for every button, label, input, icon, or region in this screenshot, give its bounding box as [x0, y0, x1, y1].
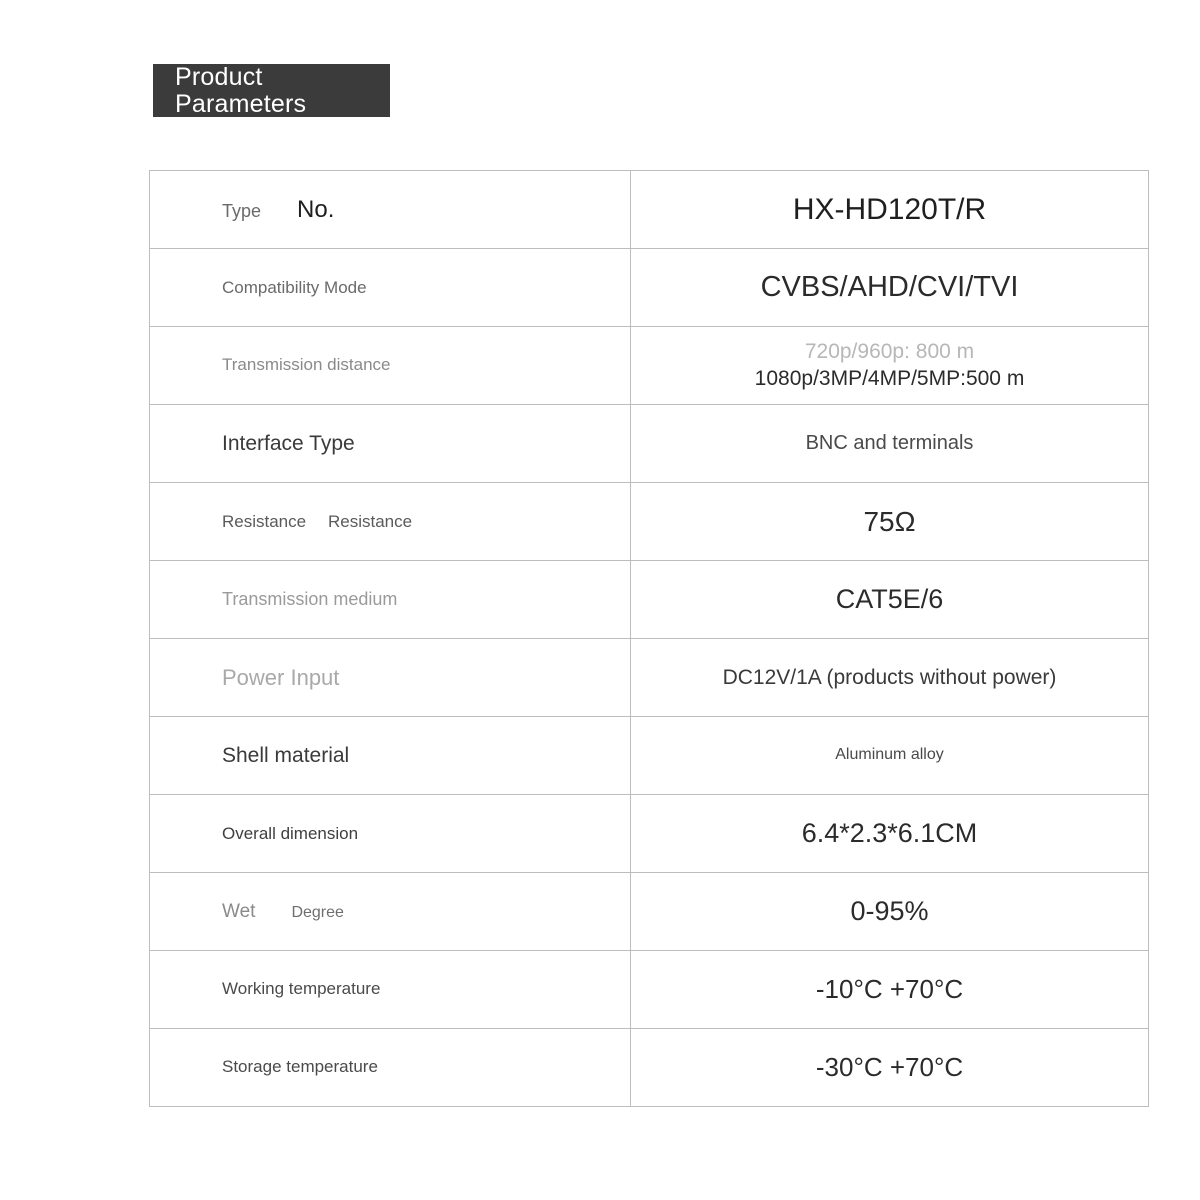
row-value-wet-degree: 0-95%: [631, 873, 1149, 951]
row-label-resistance-a: Resistance: [222, 511, 307, 531]
row-value-working-temperature: -10°C +70°C: [631, 951, 1149, 1029]
row-value-interface-type: BNC and terminals: [631, 405, 1149, 483]
row-label-transmission-medium-text: Transmission medium: [222, 588, 398, 609]
row-label-compatibility-mode-text: Compatibility Mode: [222, 277, 367, 297]
row-label-overall-dimension-text: Overall dimension: [222, 823, 359, 843]
row-label-interface-type: [150, 405, 631, 483]
row-label-power-input-text: Power Input: [222, 664, 340, 690]
row-label-working-temperature: [150, 951, 631, 1029]
table-row: [150, 249, 1149, 327]
table-row: [150, 561, 1149, 639]
row-label-transmission-distance-text: Transmission distance: [222, 355, 391, 375]
row-label-wet-degree: [150, 873, 631, 951]
row-label-resistance: [150, 483, 631, 561]
row-value-transmission-distance: [631, 327, 1149, 405]
row-label-resistance-b: Resistance: [328, 511, 413, 531]
specifications-table: [149, 170, 1149, 1107]
row-label-compatibility-mode: [150, 249, 631, 327]
transmission-distance-line2: 1080p/3MP/4MP/5MP:500 m: [754, 366, 1025, 390]
shell-material-value-text: Aluminum alloy: [835, 746, 944, 764]
row-label-power-input: [150, 639, 631, 717]
row-value-type: HX-HD120T/R: [631, 171, 1149, 249]
table-row: [150, 717, 1149, 795]
row-label-degree: Degree: [291, 903, 344, 921]
row-label-storage-temperature: [150, 1029, 631, 1107]
row-label-shell-material-text: Shell material: [222, 743, 350, 767]
row-label-overall-dimension: [150, 795, 631, 873]
row-label-type-b: No.: [297, 195, 335, 223]
row-value-transmission-medium: CAT5E/6: [631, 561, 1149, 639]
table-row: [150, 171, 1149, 249]
row-label-transmission-medium: [150, 561, 631, 639]
table-row: [150, 795, 1149, 873]
row-label-transmission-distance: [150, 327, 631, 405]
table-row: [150, 327, 1149, 405]
row-value-resistance: 75Ω: [631, 483, 1149, 561]
row-value-compatibility-mode: CVBS/AHD/CVI/TVI: [631, 249, 1149, 327]
row-label-interface-type-text: Interface Type: [222, 431, 355, 455]
row-label-shell-material: [150, 717, 631, 795]
row-label-type-a: Type: [222, 200, 262, 221]
table-row: [150, 483, 1149, 561]
table-row: [150, 1029, 1149, 1107]
page-title: [153, 64, 390, 117]
transmission-distance-line1: 720p/960p: 800 m: [804, 340, 975, 364]
row-label-working-temperature-text: Working temperature: [222, 979, 381, 999]
row-label-wet: Wet: [222, 900, 256, 922]
page-title-text: Product Parameters: [175, 62, 307, 118]
row-value-storage-temperature: -30°C +70°C: [631, 1029, 1149, 1107]
table-row: [150, 639, 1149, 717]
row-value-shell-material: [631, 717, 1149, 795]
table-row: [150, 951, 1149, 1029]
row-label-type: [150, 171, 631, 249]
row-label-storage-temperature-text: Storage temperature: [222, 1057, 378, 1077]
row-value-power-input: DC12V/1A (products without power): [631, 639, 1149, 717]
table-row: [150, 873, 1149, 951]
row-value-overall-dimension: 6.4*2.3*6.1CM: [631, 795, 1149, 873]
table-row: [150, 405, 1149, 483]
